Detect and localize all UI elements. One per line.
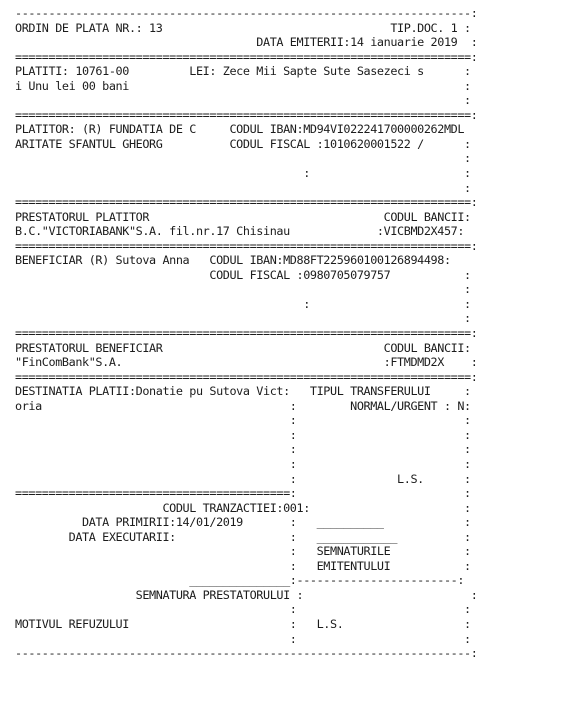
document-line: : :: [15, 631, 471, 646]
document-line: ====================================================================:: [15, 238, 478, 253]
document-line: :: [15, 180, 471, 195]
document-line: : :: [15, 413, 471, 428]
document-line: DATA EMITERII:14 ianuarie 2019 :: [15, 35, 478, 50]
document-line: DATA PRIMIRII:14/01/2019 : __________ :: [15, 515, 471, 530]
document-line: ====================================================================:: [15, 326, 478, 341]
document-line: --------------------------------------------------------------------:: [15, 646, 478, 661]
document-line: : :: [15, 456, 471, 471]
document-line: SEMNATURA PRESTATORULUI : :: [15, 587, 478, 602]
document-line: ====================================================================:: [15, 195, 478, 210]
document-line: "FinComBank"S.A. :FTMDMD2X :: [15, 355, 478, 370]
document-line: :: [15, 151, 471, 166]
document-line: i Unu lei 00 bani :: [15, 78, 471, 93]
document-line: ====================================================================:: [15, 49, 478, 64]
document-line: DESTINATIA PLATII:Donatie pu Sutova Vict: TIPUL TRANSFERULUI :: [15, 384, 471, 399]
document-line: :: [15, 311, 471, 326]
document-line: : :: [15, 442, 471, 457]
document-line: CODUL FISCAL :0980705079757 :: [15, 267, 471, 282]
document-line: : EMITENTULUI :: [15, 558, 471, 573]
document-line: : :: [15, 166, 471, 181]
document-line: : :: [15, 427, 471, 442]
document-line: MOTIVUL REFUZULUI : L.S. :: [15, 616, 471, 631]
document-line: CODUL TRANZACTIEI:001: :: [15, 500, 471, 515]
document-line: =========================================: :: [15, 486, 471, 501]
payment-order-document: [15, 6, 477, 661]
document-line: : :: [15, 602, 471, 617]
document-line: ORDIN DE PLATA NR.: 13 TIP.DOC. 1 :: [15, 20, 471, 35]
document-line: DATA EXECUTARII: : ____________ :: [15, 529, 471, 544]
document-line: PRESTATORUL BENEFICIAR CODUL BANCII:: [15, 340, 471, 355]
document-line: --------------------------------------------------------------------:: [15, 6, 478, 20]
document-line: B.C."VICTORIABANK"S.A. fil.nr.17 Chisinau :VICBMD2X457:: [15, 224, 465, 239]
document-line: PLATITI: 10761-00 LEI: Zece Mii Sapte Sute Sasezeci s :: [15, 64, 471, 79]
document-line: oria : NORMAL/URGENT : N:: [15, 398, 471, 413]
document-line: PRESTATORUL PLATITOR CODUL BANCII:: [15, 209, 471, 224]
document-line: ARITATE SFANTUL GHEORG CODUL FISCAL :1010620001522 / :: [15, 136, 471, 151]
document-line: : :: [15, 296, 471, 311]
document-line: ====================================================================:: [15, 107, 478, 122]
document-line: ====================================================================:: [15, 369, 478, 384]
document-line: BENEFICIAR (R) Sutova Anna CODUL IBAN:MD88FT225960100126894498:: [15, 253, 451, 268]
document-line: : SEMNATURILE :: [15, 544, 471, 559]
document-line: _______________:------------------------:: [15, 573, 465, 588]
document-line: :: [15, 93, 471, 108]
document-line: : L.S. :: [15, 471, 471, 486]
document-line: :: [15, 282, 471, 297]
document-line: PLATITOR: (R) FUNDATIA DE C CODUL IBAN:MD94VI022241700000262MDL: [15, 122, 465, 137]
